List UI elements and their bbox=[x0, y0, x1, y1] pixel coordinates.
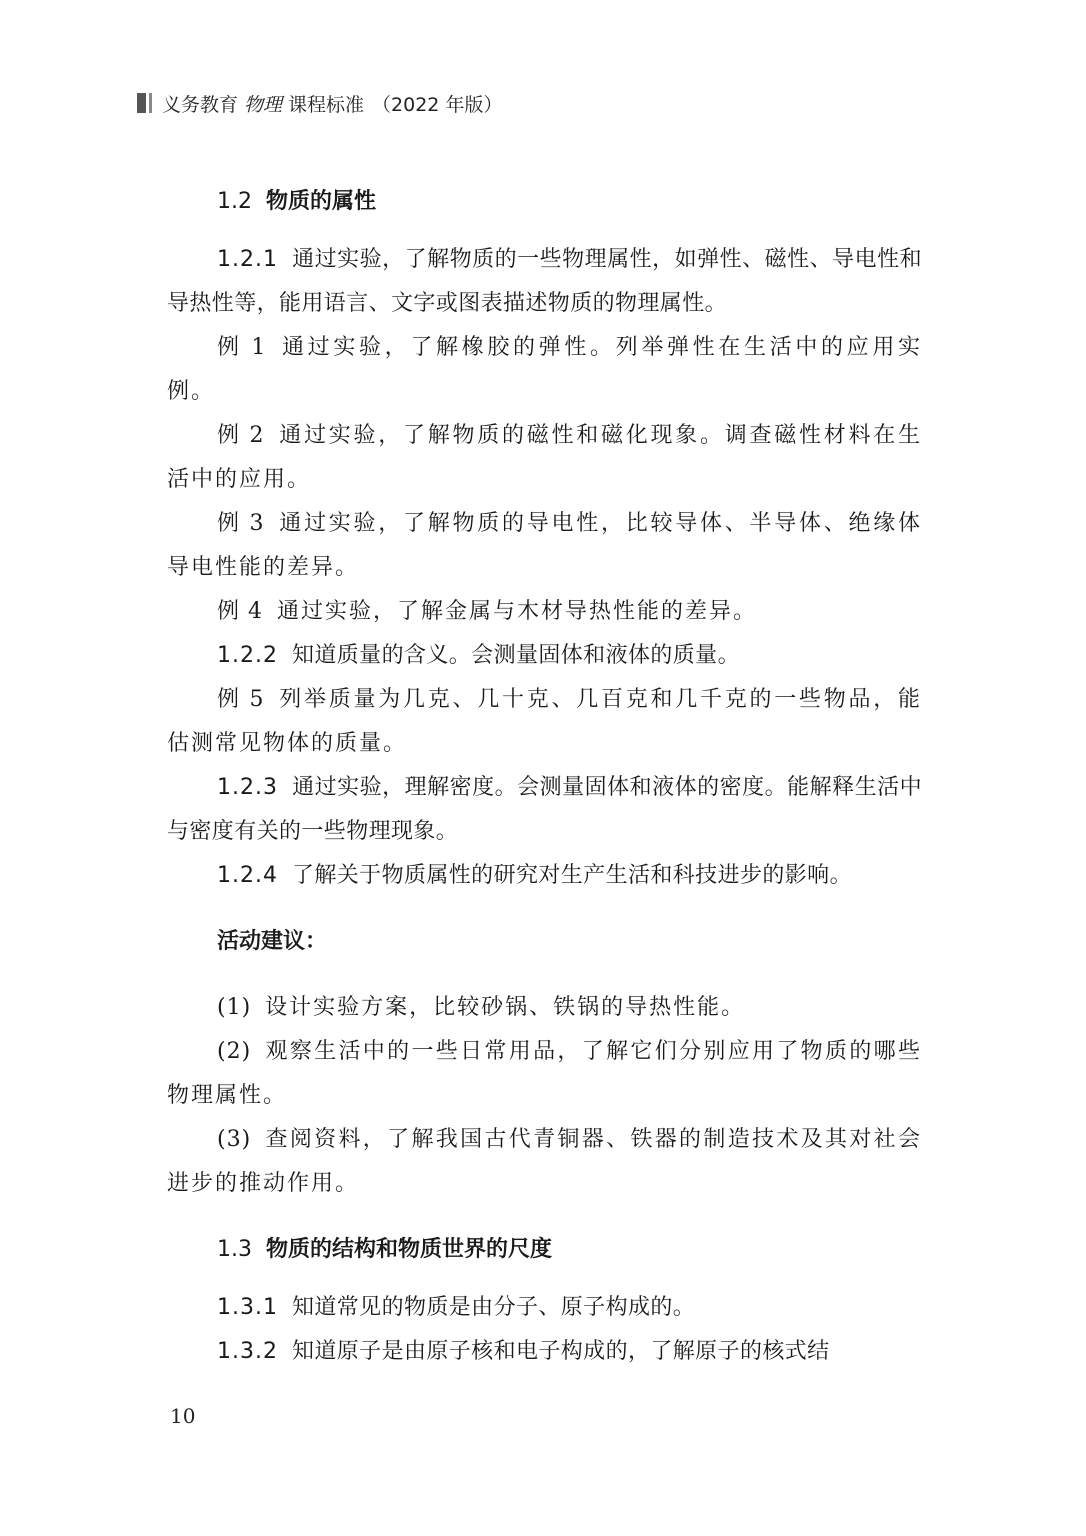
section-number: 1.2 bbox=[217, 189, 252, 214]
header-bar-icon bbox=[137, 93, 152, 113]
section-title: 物质的结构和物质世界的尺度 bbox=[266, 1237, 553, 1262]
standard-item: 1.3.1 知道常见的物质是由分子、原子构成的。 bbox=[217, 1295, 696, 1320]
activities-heading: 活动建议： bbox=[217, 929, 328, 954]
activity-item: (2) 观察生活中的一些日常用品，了解它们分别应用了物质的哪些物理属性。 bbox=[167, 1039, 922, 1108]
page-number: 10 bbox=[170, 1404, 196, 1428]
example-item: 例 4 通过实验，了解金属与木材导热性能的差异。 bbox=[217, 599, 758, 624]
header-series: 义务教育 bbox=[162, 93, 239, 116]
activity-item: (1) 设计实验方案，比较砂锅、铁锅的导热性能。 bbox=[217, 995, 746, 1020]
section-title: 物质的属性 bbox=[266, 189, 377, 214]
header-edition: （2022 年版） bbox=[372, 93, 503, 116]
running-header bbox=[137, 88, 502, 118]
page-content bbox=[167, 180, 922, 1374]
example-item: 例 1 通过实验，了解橡胶的弹性。列举弹性在生活中的应用实例。 bbox=[167, 335, 922, 404]
standard-item: 1.2.3 通过实验，理解密度。会测量固体和液体的密度。能解释生活中与密度有关的一些物理现象。 bbox=[167, 775, 922, 844]
standard-item: 1.2.4 了解关于物质属性的研究对生产生活和科技进步的影响。 bbox=[217, 863, 852, 888]
standard-item: 1.2.2 知道质量的含义。会测量固体和液体的质量。 bbox=[217, 643, 740, 668]
header-subject: 物理 bbox=[244, 93, 283, 116]
example-item: 例 5 列举质量为几克、几十克、几百克和几千克的一些物品，能估测常见物体的质量。 bbox=[167, 687, 922, 756]
example-item: 例 2 通过实验，了解物质的磁性和磁化现象。调查磁性材料在生活中的应用。 bbox=[167, 423, 922, 492]
example-item: 例 3 通过实验，了解物质的导电性，比较导体、半导体、绝缘体导电性能的差异。 bbox=[167, 511, 922, 580]
section-heading-1-3 bbox=[217, 1228, 922, 1272]
activity-item: (3) 查阅资料，了解我国古代青铜器、铁器的制造技术及其对社会进步的推动作用。 bbox=[167, 1127, 922, 1196]
standard-item: 1.2.1 通过实验，了解物质的一些物理属性，如弹性、磁性、导电性和导热性等，能用语言、文字或图表描述物质的物理属性。 bbox=[167, 247, 922, 316]
section-heading-1-2 bbox=[217, 180, 922, 224]
standard-item: 1.3.2 知道原子是由原子核和电子构成的，了解原子的核式结 bbox=[217, 1339, 830, 1364]
section-number: 1.3 bbox=[217, 1237, 252, 1262]
header-title: 课程标准 bbox=[288, 93, 365, 116]
